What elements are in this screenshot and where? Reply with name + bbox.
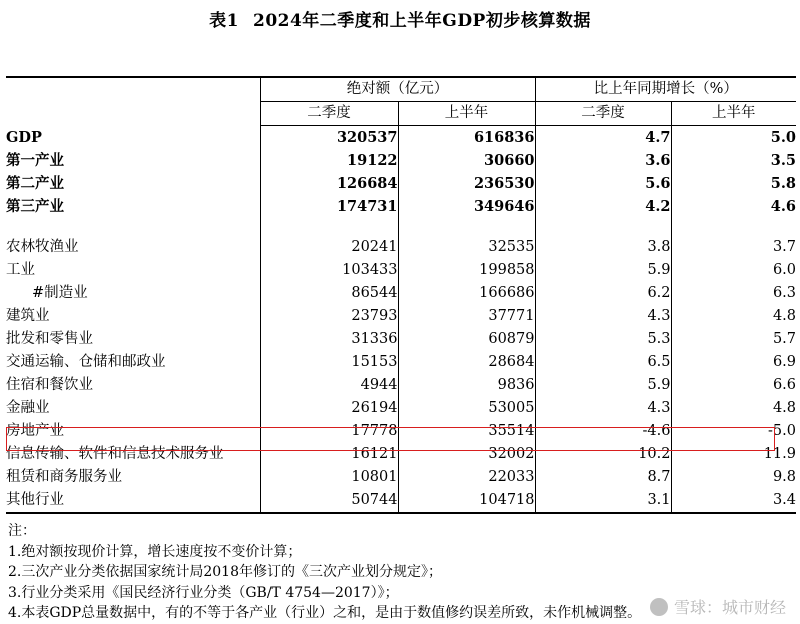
snowball-logo-icon [650,598,668,616]
h1-value-cell: 22033 [398,466,535,489]
q2-value-cell: 19122 [260,149,398,172]
h1-growth-cell: 3.4 [671,489,796,513]
note-heading: 注： [8,523,36,539]
table-row [6,259,796,282]
h1-value-cell: 30660 [398,149,535,172]
h1-growth-cell: 6.9 [671,351,796,374]
q2-value-cell: 320537 [260,126,398,150]
h1-value-cell: 104718 [398,489,535,513]
header-absolute: 绝对额（亿元） [260,77,535,102]
h1-value-cell: 166686 [398,282,535,305]
q2-value-cell: 10801 [260,466,398,489]
note-1: 1.绝对额按现价计算，增长速度按不变价计算； [8,543,302,560]
h1-growth-cell: 6.6 [671,374,796,397]
table-body-industry [6,236,796,513]
q2-growth-cell: 3.1 [535,489,671,513]
table-row [6,374,796,397]
q2-growth-cell: -4.6 [535,420,671,443]
table-row [6,489,796,513]
q2-growth-cell: 8.7 [535,466,671,489]
h1-growth-cell: 5.0 [671,126,796,150]
h1-value-cell: 32002 [398,443,535,466]
q2-growth-cell: 3.6 [535,149,671,172]
h1-value-cell: 32535 [398,236,535,259]
q2-value-cell: 126684 [260,172,398,195]
table-row [6,328,796,351]
row-name-cell: 住宿和餐饮业 [6,377,93,393]
q2-value-cell: 50744 [260,489,398,513]
table-row [6,149,796,172]
row-name-cell: #制造业 [32,285,88,301]
note-3: 3.行业分类采用《国民经济行业分类（GB/T 4754—2017）》； [8,584,399,601]
gdp-table [6,76,796,514]
q2-growth-cell: 4.2 [535,195,671,218]
header-growth: 比上年同期增长（%） [535,77,796,102]
row-name-cell: 批发和零售业 [6,331,93,347]
h1-value-cell: 35514 [398,420,535,443]
header-row-groups [6,77,796,102]
table-row [6,420,796,443]
h1-value-cell: 37771 [398,305,535,328]
row-name-cell: 交通运输、仓储和邮政业 [6,354,166,370]
q2-growth-cell: 10.2 [535,443,671,466]
h1-growth-cell: 5.8 [671,172,796,195]
q2-value-cell: 23793 [260,305,398,328]
h1-growth-cell: 9.8 [671,466,796,489]
row-name-cell: 信息传输、软件和信息技术服务业 [6,446,224,462]
row-name-cell: 房地产业 [6,423,64,439]
table-row [6,397,796,420]
h1-growth-cell: 5.7 [671,328,796,351]
q2-growth-cell: 6.2 [535,282,671,305]
h1-value-cell: 199858 [398,259,535,282]
row-name-cell: 第一产业 [6,152,64,169]
note-4: 4.本表GDP总量数据中，有的不等于各产业（行业）之和，是由于数值修约误差所致，未作机械调整。 [8,605,642,621]
h1-growth-cell: -5.0 [671,420,796,443]
q2-growth-cell: 5.6 [535,172,671,195]
q2-growth-cell: 4.7 [535,126,671,150]
row-name-cell: 其他行业 [6,489,260,513]
header-h1: 上半年 [398,102,535,126]
table-body-main [6,126,796,219]
q2-growth-cell: 5.9 [535,374,671,397]
watermark-text: 雪球：城市财经 [673,598,786,617]
q2-value-cell: 15153 [260,351,398,374]
q2-value-cell: 20241 [260,236,398,259]
h1-value-cell: 60879 [398,328,535,351]
h1-value-cell: 53005 [398,397,535,420]
q2-growth-cell: 5.3 [535,328,671,351]
h1-value-cell: 349646 [398,195,535,218]
h1-value-cell: 28684 [398,351,535,374]
header-blank [6,77,260,126]
h1-growth-cell: 6.0 [671,259,796,282]
q2-value-cell: 174731 [260,195,398,218]
note-2: 2.三次产业分类依据国家统计局2018年修订的《三次产业划分规定》； [8,564,442,580]
row-name-cell: 第二产业 [6,175,64,192]
row-name-cell: GDP [6,128,42,146]
table-row [6,126,796,150]
q2-value-cell: 16121 [260,443,398,466]
row-name-cell: 工业 [6,262,35,278]
table-spacer [6,218,796,236]
q2-growth-cell: 3.8 [535,236,671,259]
h1-value-cell: 9836 [398,374,535,397]
table-row [6,466,796,489]
q2-growth-cell: 5.9 [535,259,671,282]
h1-growth-cell: 4.8 [671,305,796,328]
row-name-cell: 农林牧渔业 [6,239,79,255]
table-number: 表1 [209,11,239,31]
row-name-cell: 建筑业 [6,308,50,324]
table-row [6,305,796,328]
q2-growth-cell: 4.3 [535,397,671,420]
h1-growth-cell: 6.3 [671,282,796,305]
header-q2: 二季度 [260,102,398,126]
q2-value-cell: 17778 [260,420,398,443]
table-row [6,195,796,218]
header-h1-growth: 上半年 [671,102,796,126]
h1-value-cell: 616836 [398,126,535,150]
table-title [0,6,800,31]
q2-value-cell: 31336 [260,328,398,351]
q2-growth-cell: 6.5 [535,351,671,374]
table-row [6,443,796,466]
h1-growth-cell: 3.5 [671,149,796,172]
h1-growth-cell: 4.8 [671,397,796,420]
table-row [6,282,796,305]
table-row [6,236,796,259]
h1-growth-cell: 3.7 [671,236,796,259]
h1-growth-cell: 4.6 [671,195,796,218]
header-q2-growth: 二季度 [535,102,671,126]
table-row [6,351,796,374]
table-notes [8,521,641,624]
q2-value-cell: 26194 [260,397,398,420]
q2-growth-cell: 4.3 [535,305,671,328]
q2-value-cell: 4944 [260,374,398,397]
table-row [6,172,796,195]
watermark [650,595,786,618]
row-name-cell: 金融业 [6,400,50,416]
h1-growth-cell: 11.9 [671,443,796,466]
q2-value-cell: 86544 [260,282,398,305]
table-caption: 2024年二季度和上半年GDP初步核算数据 [252,11,591,31]
q2-value-cell: 103433 [260,259,398,282]
row-name-cell: 第三产业 [6,198,64,215]
row-name-cell: 租赁和商务服务业 [6,469,122,485]
h1-value-cell: 236530 [398,172,535,195]
